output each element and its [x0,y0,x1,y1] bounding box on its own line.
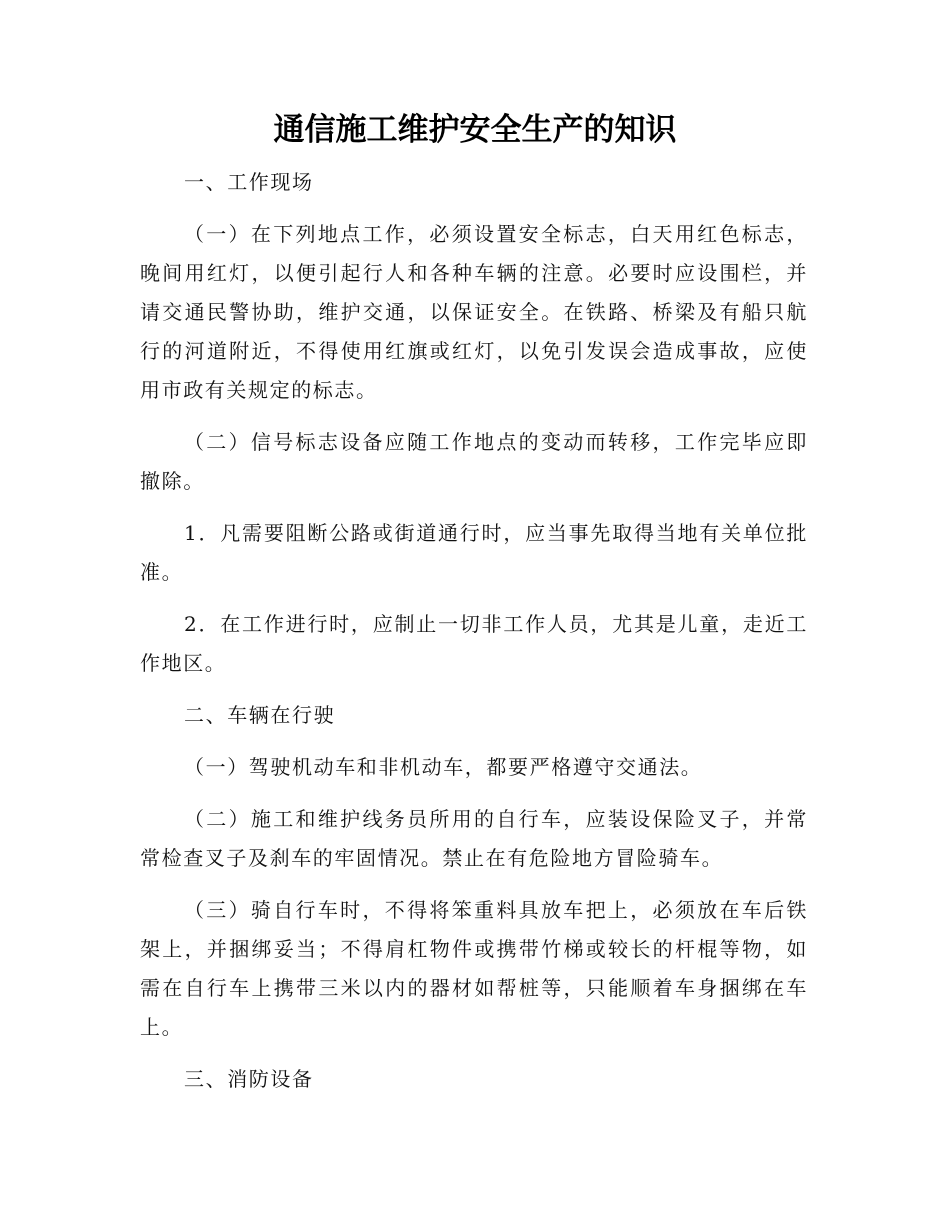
document-body [140,163,808,1099]
paragraph-gap [140,878,808,891]
paragraph-1-2: （二）信号标志设备应随工作地点的变动而转移，工作完毕应即撤除。 [140,430,808,493]
paragraph-2-3: （三）骑自行车时，不得将笨重料具放车把上，必须放在车后铁架上，并捆绑妥当；不得肩杠物件或携带竹梯或较长的杆棍等物，如需在自行车上携带三米以内的器材如帮桩等，只能顺着车身捆绑在车上。 [140,898,808,1039]
paragraph-gap [140,202,808,215]
paragraph-2-2: （二）施工和维护线务员所用的自行车，应装设保险叉子，并常常检查叉子及刹车的牢固情况。禁止在有危险地方冒险骑车。 [140,807,808,870]
section-heading-1: 一、工作现场 [184,170,314,194]
paragraph-gap [140,1047,808,1060]
section-heading-3: 三、消防设备 [184,1067,314,1091]
document-title: 通信施工维护安全生产的知识 [273,112,677,148]
paragraph-gap [140,501,808,514]
paragraph-1-1: （一）在下列地点工作，必须设置安全标志，白天用红色标志，晚间用红灯，以便引起行人和各种车辆的注意。必要时应设围栏，并请交通民警协助，维护交通，以保证安全。在铁路、桥梁及有船只航行的河道附近，不得使用红旗或红灯，以免引发误会造成事故，应使用市政有关规定的标志。 [140,222,808,402]
paragraph-1-2-2: 2．在工作进行时，应制止一切非工作人员，尤其是儿童，走近工作地区。 [140,612,808,675]
paragraph-gap [140,683,808,696]
paragraph-2-1: （一）驾驶机动车和非机动车，都要严格遵守交通法。 [184,755,703,779]
paragraph-1-2-1: 1．凡需要阻断公路或街道通行时，应当事先取得当地有关单位批准。 [140,521,808,584]
section-heading-2: 二、车辆在行驶 [184,703,336,727]
paragraph-gap [140,410,808,423]
paragraph-gap [140,787,808,800]
paragraph-gap [140,592,808,605]
paragraph-gap [140,735,808,748]
